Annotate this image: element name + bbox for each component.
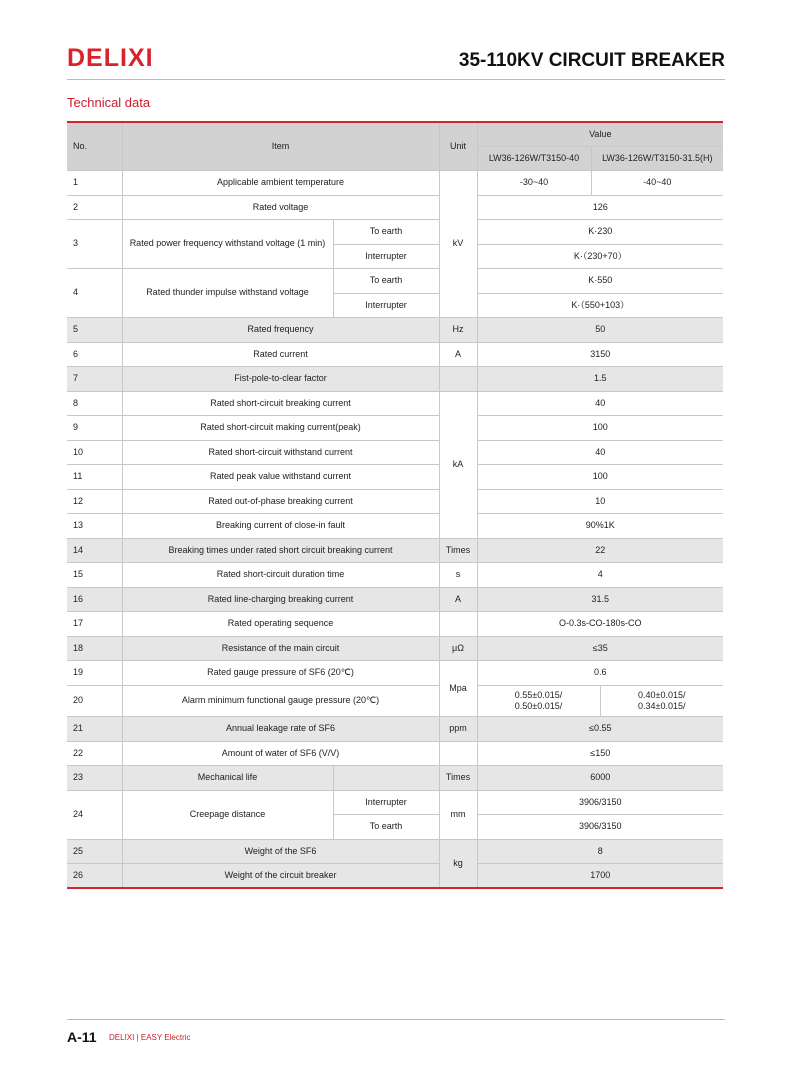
row-number: 4 xyxy=(67,268,122,317)
row-number: 1 xyxy=(67,170,122,195)
header-model-a: LW36-126W/T3150-40 xyxy=(477,146,591,170)
row-value-a xyxy=(477,685,600,716)
row-item: Breaking current of close-in fault xyxy=(122,513,439,538)
page-title: 35-110KV CIRCUIT BREAKER xyxy=(458,50,725,71)
row-number: 2 xyxy=(67,195,122,219)
row-value: 10 xyxy=(477,489,723,513)
row-number: 13 xyxy=(67,513,122,538)
row-subitem: To earth xyxy=(333,268,439,293)
row-unit: A xyxy=(439,342,477,366)
header-no: No. xyxy=(67,122,122,170)
row-number: 9 xyxy=(67,415,122,440)
header-model-b: LW36-126W/T3150-31.5(H) xyxy=(591,146,723,170)
row-unit: μΩ xyxy=(439,636,477,660)
row-number: 7 xyxy=(67,366,122,391)
row-item: Rated line-charging breaking current xyxy=(122,587,439,611)
row-unit: Hz xyxy=(439,317,477,342)
footer-divider xyxy=(67,1019,725,1020)
row-unit: kg xyxy=(439,839,477,888)
header-divider xyxy=(67,79,725,80)
row-value: ≤150 xyxy=(477,741,723,765)
row-item: Creepage distance xyxy=(122,790,333,839)
value-b-line1: 0.40±0.015/ xyxy=(638,689,686,700)
row-value: O-0.3s-CO-180s-CO xyxy=(477,611,723,636)
row-item: Resistance of the main circuit xyxy=(122,636,439,660)
row-number: 14 xyxy=(67,538,122,562)
row-subitem: To earth xyxy=(333,814,439,839)
row-number: 5 xyxy=(67,317,122,342)
footer-brand: DELIXI | EASY Electric xyxy=(109,1033,191,1042)
section-title: Technical data xyxy=(67,95,151,110)
row-value: 1700 xyxy=(477,863,723,888)
row-value: 4 xyxy=(477,562,723,587)
row-item: Breaking times under rated short circuit breaking current xyxy=(122,538,439,562)
row-value: 1.5 xyxy=(477,366,723,391)
header-item: Item xyxy=(122,122,439,170)
row-value: 90%1K xyxy=(477,513,723,538)
row-value: 100 xyxy=(477,415,723,440)
row-unit: kA xyxy=(439,391,477,538)
technical-data-table xyxy=(67,121,723,889)
row-value: 40 xyxy=(477,391,723,415)
row-value: 6000 xyxy=(477,765,723,790)
row-value: 22 xyxy=(477,538,723,562)
row-number: 22 xyxy=(67,741,122,765)
row-number: 10 xyxy=(67,440,122,464)
row-value: K·（550+103） xyxy=(477,293,723,317)
row-number: 16 xyxy=(67,587,122,611)
row-number: 18 xyxy=(67,636,122,660)
row-number: 19 xyxy=(67,660,122,685)
row-value: 0.6 xyxy=(477,660,723,685)
row-number: 25 xyxy=(67,839,122,863)
page-number: A-11 xyxy=(67,1029,97,1045)
row-item: Rated voltage xyxy=(122,195,439,219)
row-subitem: To earth xyxy=(333,219,439,244)
row-unit: ppm xyxy=(439,716,477,741)
row-item: Applicable ambient temperature xyxy=(122,170,439,195)
row-value: K·230 xyxy=(477,219,723,244)
row-number: 23 xyxy=(67,765,122,790)
row-unit xyxy=(439,611,477,636)
row-item: Rated operating sequence xyxy=(122,611,439,636)
row-unit: s xyxy=(439,562,477,587)
row-unit: kV xyxy=(439,170,477,317)
row-number: 24 xyxy=(67,790,122,839)
row-unit: Times xyxy=(439,765,477,790)
row-item: Rated frequency xyxy=(122,317,439,342)
row-subitem: Interrupter xyxy=(333,790,439,814)
header-value: Value xyxy=(477,122,723,146)
row-item: Alarm minimum functional gauge pressure (20℃) xyxy=(122,685,439,716)
row-value: 126 xyxy=(477,195,723,219)
row-unit: Times xyxy=(439,538,477,562)
row-unit: Mpa xyxy=(439,660,477,716)
row-number: 17 xyxy=(67,611,122,636)
row-value: 3906/3150 xyxy=(477,814,723,839)
row-number: 3 xyxy=(67,219,122,268)
delixi-logo: DELIXI xyxy=(67,44,154,72)
row-value: ≤35 xyxy=(477,636,723,660)
row-unit: mm xyxy=(439,790,477,839)
row-item: Mechanical life xyxy=(122,765,333,790)
row-number: 8 xyxy=(67,391,122,415)
row-item: Rated gauge pressure of SF6 (20℃) xyxy=(122,660,439,685)
value-b-line2: 0.34±0.015/ xyxy=(638,700,686,711)
row-value-b: -40~40 xyxy=(591,170,723,195)
row-item: Rated thunder impulse withstand voltage xyxy=(122,268,333,317)
row-value: 8 xyxy=(477,839,723,863)
row-item: Rated short-circuit breaking current xyxy=(122,391,439,415)
row-item: Rated short-circuit making current(peak) xyxy=(122,415,439,440)
row-item: Rated power frequency withstand voltage (1 min) xyxy=(122,219,333,268)
row-item: Weight of the SF6 xyxy=(122,839,439,863)
row-value: ≤0.55 xyxy=(477,716,723,741)
row-value: 3150 xyxy=(477,342,723,366)
row-value: K·550 xyxy=(477,268,723,293)
row-number: 15 xyxy=(67,562,122,587)
header-unit: Unit xyxy=(439,122,477,170)
row-item: Weight of the circuit breaker xyxy=(122,863,439,888)
row-item: Rated out-of-phase breaking current xyxy=(122,489,439,513)
row-number: 26 xyxy=(67,863,122,888)
row-item: Rated current xyxy=(122,342,439,366)
row-item: Rated short-circuit withstand current xyxy=(122,440,439,464)
row-value: 31.5 xyxy=(477,587,723,611)
row-value-a: -30~40 xyxy=(477,170,591,195)
row-value: 40 xyxy=(477,440,723,464)
row-number: 21 xyxy=(67,716,122,741)
row-value: 3906/3150 xyxy=(477,790,723,814)
row-item: Fist-pole-to-clear factor xyxy=(122,366,439,391)
row-item: Annual leakage rate of SF6 xyxy=(122,716,439,741)
row-value-b xyxy=(600,685,723,716)
row-number: 11 xyxy=(67,464,122,489)
value-a-line1: 0.55±0.015/ xyxy=(514,689,563,700)
row-item: Rated short-circuit duration time xyxy=(122,562,439,587)
row-subitem: Interrupter xyxy=(333,293,439,317)
row-unit xyxy=(439,366,477,391)
row-subitem: Interrupter xyxy=(333,244,439,268)
row-unit: A xyxy=(439,587,477,611)
row-item: Amount of water of SF6 (V/V) xyxy=(122,741,439,765)
row-subitem-empty xyxy=(333,765,439,790)
row-number: 6 xyxy=(67,342,122,366)
row-item: Rated peak value withstand current xyxy=(122,464,439,489)
row-value: 100 xyxy=(477,464,723,489)
row-number: 20 xyxy=(67,685,122,716)
row-value: K·（230+70） xyxy=(477,244,723,268)
row-value: 50 xyxy=(477,317,723,342)
value-a-line2: 0.50±0.015/ xyxy=(514,700,563,711)
row-unit xyxy=(439,741,477,765)
row-number: 12 xyxy=(67,489,122,513)
